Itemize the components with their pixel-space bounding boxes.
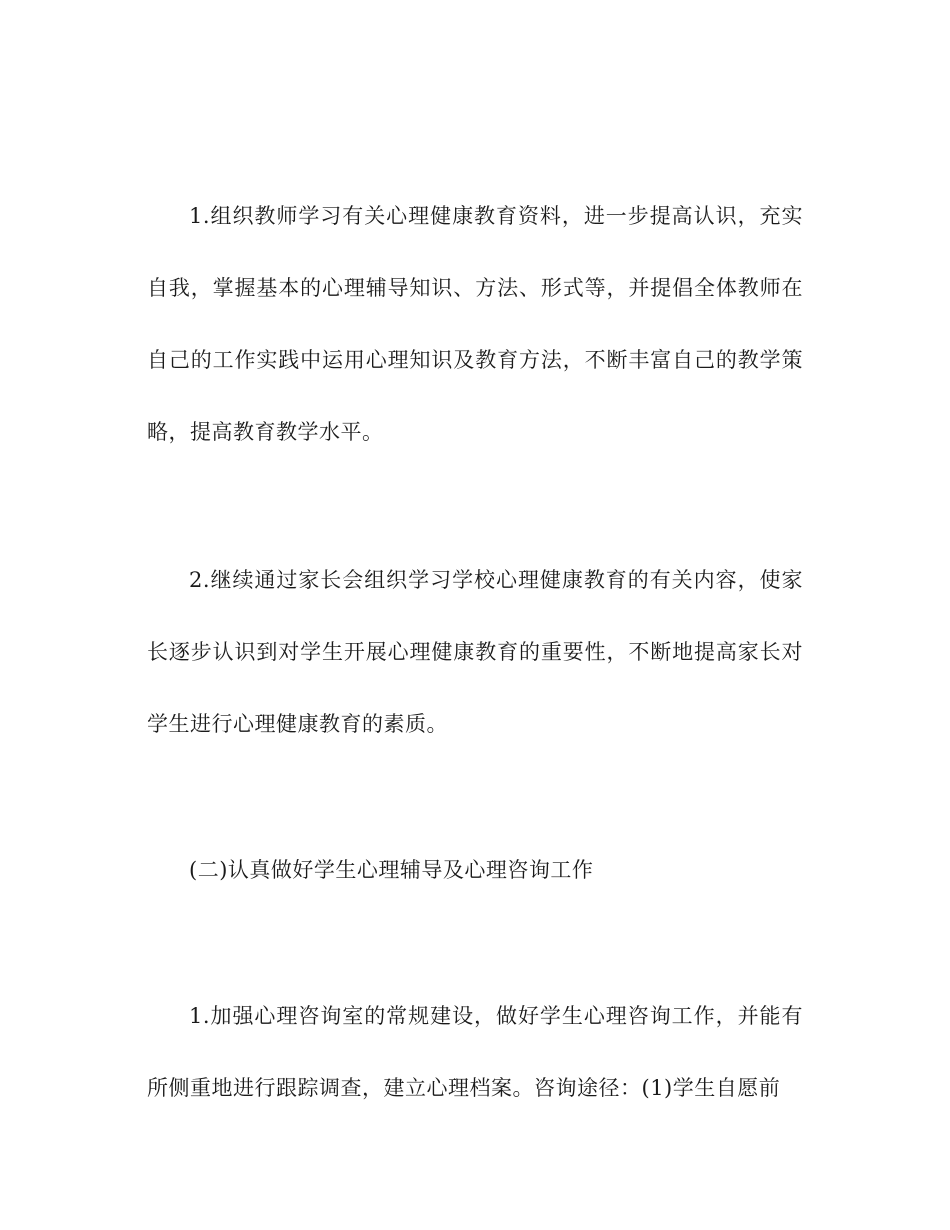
paragraph-counseling-room: 1.加强心理咨询室的常规建设，做好学生心理咨询工作，并能有所侧重地进行跟踪调查，建立心理档案。咨询途径：(1)学生自愿前 bbox=[147, 1004, 803, 1100]
paragraph-parent-meeting: 2.继续通过家长会组织学习学校心理健康教育的有关内容，使家长逐步认识到对学生开展心理健康教育的重要性，不断地提高家长对学生进行心理健康教育的素质。 bbox=[147, 568, 803, 736]
section-heading-counseling: (二)认真做好学生心理辅导及心理咨询工作 bbox=[189, 858, 594, 882]
paragraph-teacher-training: 1.组织教师学习有关心理健康教育资料，进一步提高认识，充实自我，掌握基本的心理辅导知识、方法、形式等，并提倡全体教师在自己的工作实践中运用心理知识及教育方法，不断丰富自己的教学策略，提高教育教学水平。 bbox=[147, 204, 803, 444]
